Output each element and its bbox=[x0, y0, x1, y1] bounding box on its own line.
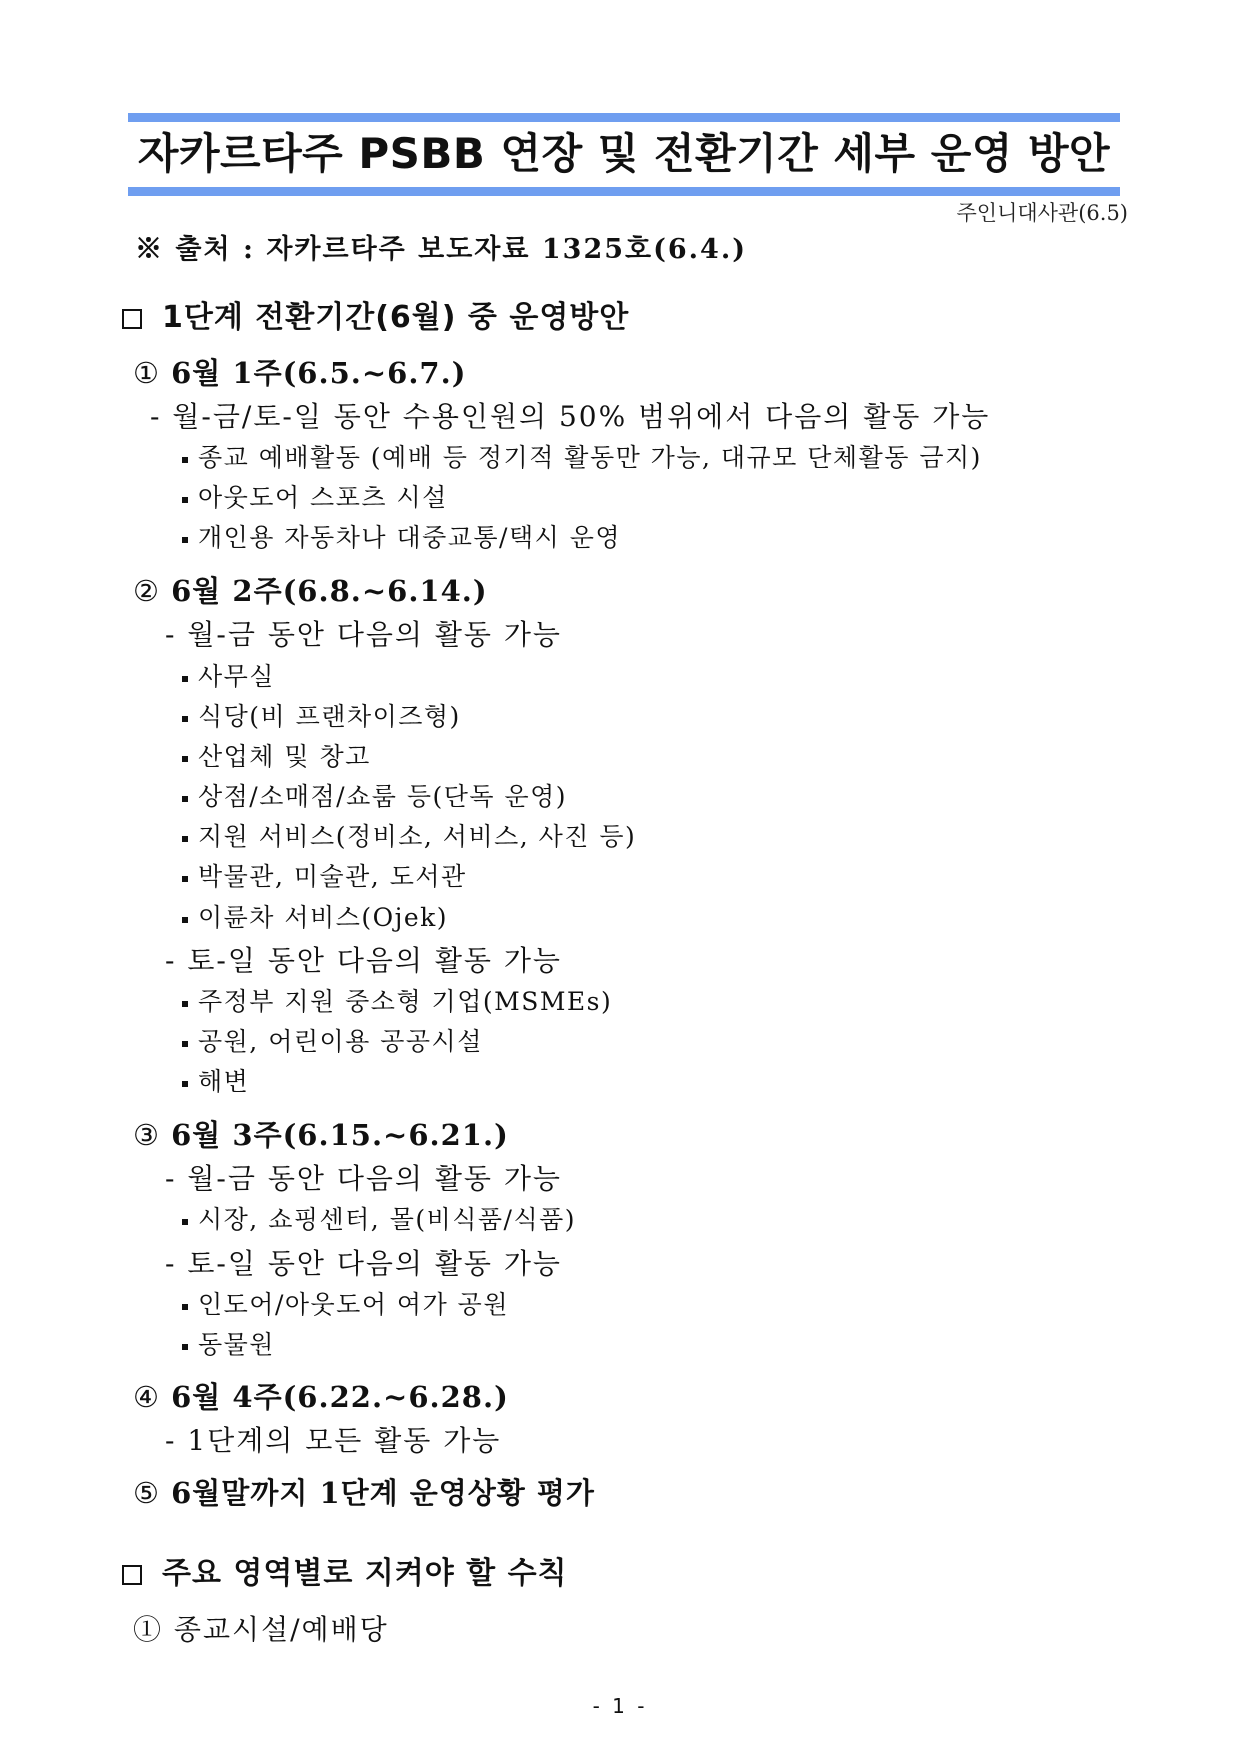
week-3-heading bbox=[133, 1118, 509, 1153]
list-item-text: 공원, 어린이용 공공시설 bbox=[198, 1027, 483, 1056]
week-1-marker: ① bbox=[133, 356, 160, 390]
list-item-text: 식당(비 프랜차이즈형) bbox=[198, 702, 461, 731]
list-item bbox=[182, 483, 448, 513]
section-heading-1-text: 1단계 전환기간(6월) 중 운영방안 bbox=[162, 300, 630, 335]
section-heading-2 bbox=[122, 1556, 568, 1592]
evaluation-marker: ⑤ bbox=[133, 1476, 160, 1510]
list-item bbox=[182, 443, 982, 473]
list-item bbox=[182, 987, 612, 1017]
bullet-square-icon bbox=[182, 457, 188, 463]
list-item-text: 종교 예배활동 (예배 등 정기적 활동만 가능, 대규모 단체활동 금지) bbox=[198, 443, 982, 472]
rule-1-title: 종교시설/예배당 bbox=[173, 1613, 389, 1646]
list-item bbox=[182, 822, 636, 852]
evaluation-heading bbox=[133, 1476, 595, 1511]
bullet-square-icon bbox=[182, 917, 188, 923]
list-item-text: 사무실 bbox=[198, 662, 275, 691]
week-4-title: 6월 4주(6.22.~6.28.) bbox=[171, 1380, 509, 1414]
list-item-text: 아웃도어 스포츠 시설 bbox=[198, 483, 448, 512]
list-item bbox=[182, 1330, 275, 1360]
week-1-title: 6월 1주(6.5.~6.7.) bbox=[171, 356, 467, 390]
rule-1-heading bbox=[133, 1613, 389, 1647]
week-2-heading bbox=[133, 574, 488, 609]
list-item-text: 인도어/아웃도어 여가 공원 bbox=[198, 1290, 509, 1319]
week-1-heading bbox=[133, 356, 466, 391]
week-3-desc-weekday: - 월-금 동안 다음의 활동 가능 bbox=[165, 1162, 562, 1195]
week-3-marker: ③ bbox=[133, 1118, 160, 1152]
list-item bbox=[182, 702, 461, 732]
rule-1-marker: ① bbox=[133, 1613, 164, 1646]
bullet-square-icon bbox=[182, 1081, 188, 1087]
bullet-square-icon bbox=[182, 876, 188, 882]
list-item bbox=[182, 782, 567, 812]
week-2-desc-weekend: - 토-일 동안 다음의 활동 가능 bbox=[165, 944, 562, 977]
list-item-text: 해변 bbox=[198, 1067, 250, 1096]
source-tag: 주인니대사관(6.5) bbox=[956, 201, 1128, 225]
title-bottom-bar bbox=[128, 187, 1120, 196]
list-item bbox=[182, 523, 621, 553]
list-item bbox=[182, 662, 275, 692]
section-heading-2-text: 주요 영역별로 지켜야 할 수칙 bbox=[162, 1556, 568, 1591]
list-item bbox=[182, 1205, 576, 1235]
list-item-text: 동물원 bbox=[198, 1330, 275, 1359]
bullet-square-icon bbox=[182, 836, 188, 842]
title-top-bar bbox=[128, 113, 1120, 122]
list-item-text: 박물관, 미술관, 도서관 bbox=[198, 862, 467, 891]
week-1-desc: - 월-금/토-일 동안 수용인원의 50% 범위에서 다음의 활동 가능 bbox=[150, 400, 991, 433]
bullet-square-icon bbox=[182, 1344, 188, 1350]
list-item-text: 개인용 자동차나 대중교통/택시 운영 bbox=[198, 523, 622, 552]
week-2-title: 6월 2주(6.8.~6.14.) bbox=[171, 574, 488, 608]
week-3-desc-weekend: - 토-일 동안 다음의 활동 가능 bbox=[165, 1247, 562, 1280]
bullet-square-icon bbox=[182, 796, 188, 802]
bullet-square-icon bbox=[182, 756, 188, 762]
week-2-marker: ② bbox=[133, 574, 160, 608]
bullet-square-icon bbox=[182, 1219, 188, 1225]
page-number: - 1 - bbox=[592, 1694, 648, 1718]
list-item bbox=[182, 862, 467, 892]
week-4-marker: ④ bbox=[133, 1380, 160, 1414]
bullet-square-icon bbox=[182, 716, 188, 722]
bullet-square-icon bbox=[182, 676, 188, 682]
list-item bbox=[182, 1290, 509, 1320]
list-item bbox=[182, 742, 371, 772]
checkbox-square-icon bbox=[122, 1565, 142, 1585]
section-heading-1 bbox=[122, 300, 629, 336]
bullet-square-icon bbox=[182, 537, 188, 543]
list-item-text: 산업체 및 창고 bbox=[198, 742, 371, 771]
list-item-text: 주정부 지원 중소형 기업(MSMEs) bbox=[198, 987, 613, 1016]
bullet-square-icon bbox=[182, 497, 188, 503]
document-title: 자카르타주 PSBB 연장 및 전환기간 세부 운영 방안 bbox=[137, 129, 1111, 178]
bullet-square-icon bbox=[182, 1041, 188, 1047]
list-item bbox=[182, 1067, 249, 1097]
bullet-square-icon bbox=[182, 1001, 188, 1007]
checkbox-square-icon bbox=[122, 309, 142, 329]
week-4-desc: - 1단계의 모든 활동 가능 bbox=[165, 1424, 502, 1457]
week-4-heading bbox=[133, 1380, 509, 1415]
list-item bbox=[182, 903, 448, 933]
list-item-text: 지원 서비스(정비소, 서비스, 사진 등) bbox=[198, 822, 637, 851]
list-item-text: 이륜차 서비스(Ojek) bbox=[198, 903, 449, 932]
week-2-desc-weekday: - 월-금 동안 다음의 활동 가능 bbox=[165, 618, 562, 651]
source-note: ※ 출처 : 자카르타주 보도자료 1325호(6.4.) bbox=[135, 234, 748, 265]
week-3-title: 6월 3주(6.15.~6.21.) bbox=[171, 1118, 509, 1152]
bullet-square-icon bbox=[182, 1304, 188, 1310]
list-item-text: 상점/소매점/쇼룸 등(단독 운영) bbox=[198, 782, 568, 811]
list-item-text: 시장, 쇼핑센터, 몰(비식품/식품) bbox=[198, 1205, 577, 1234]
list-item bbox=[182, 1027, 483, 1057]
evaluation-title: 6월말까지 1단계 운영상황 평가 bbox=[171, 1476, 595, 1510]
